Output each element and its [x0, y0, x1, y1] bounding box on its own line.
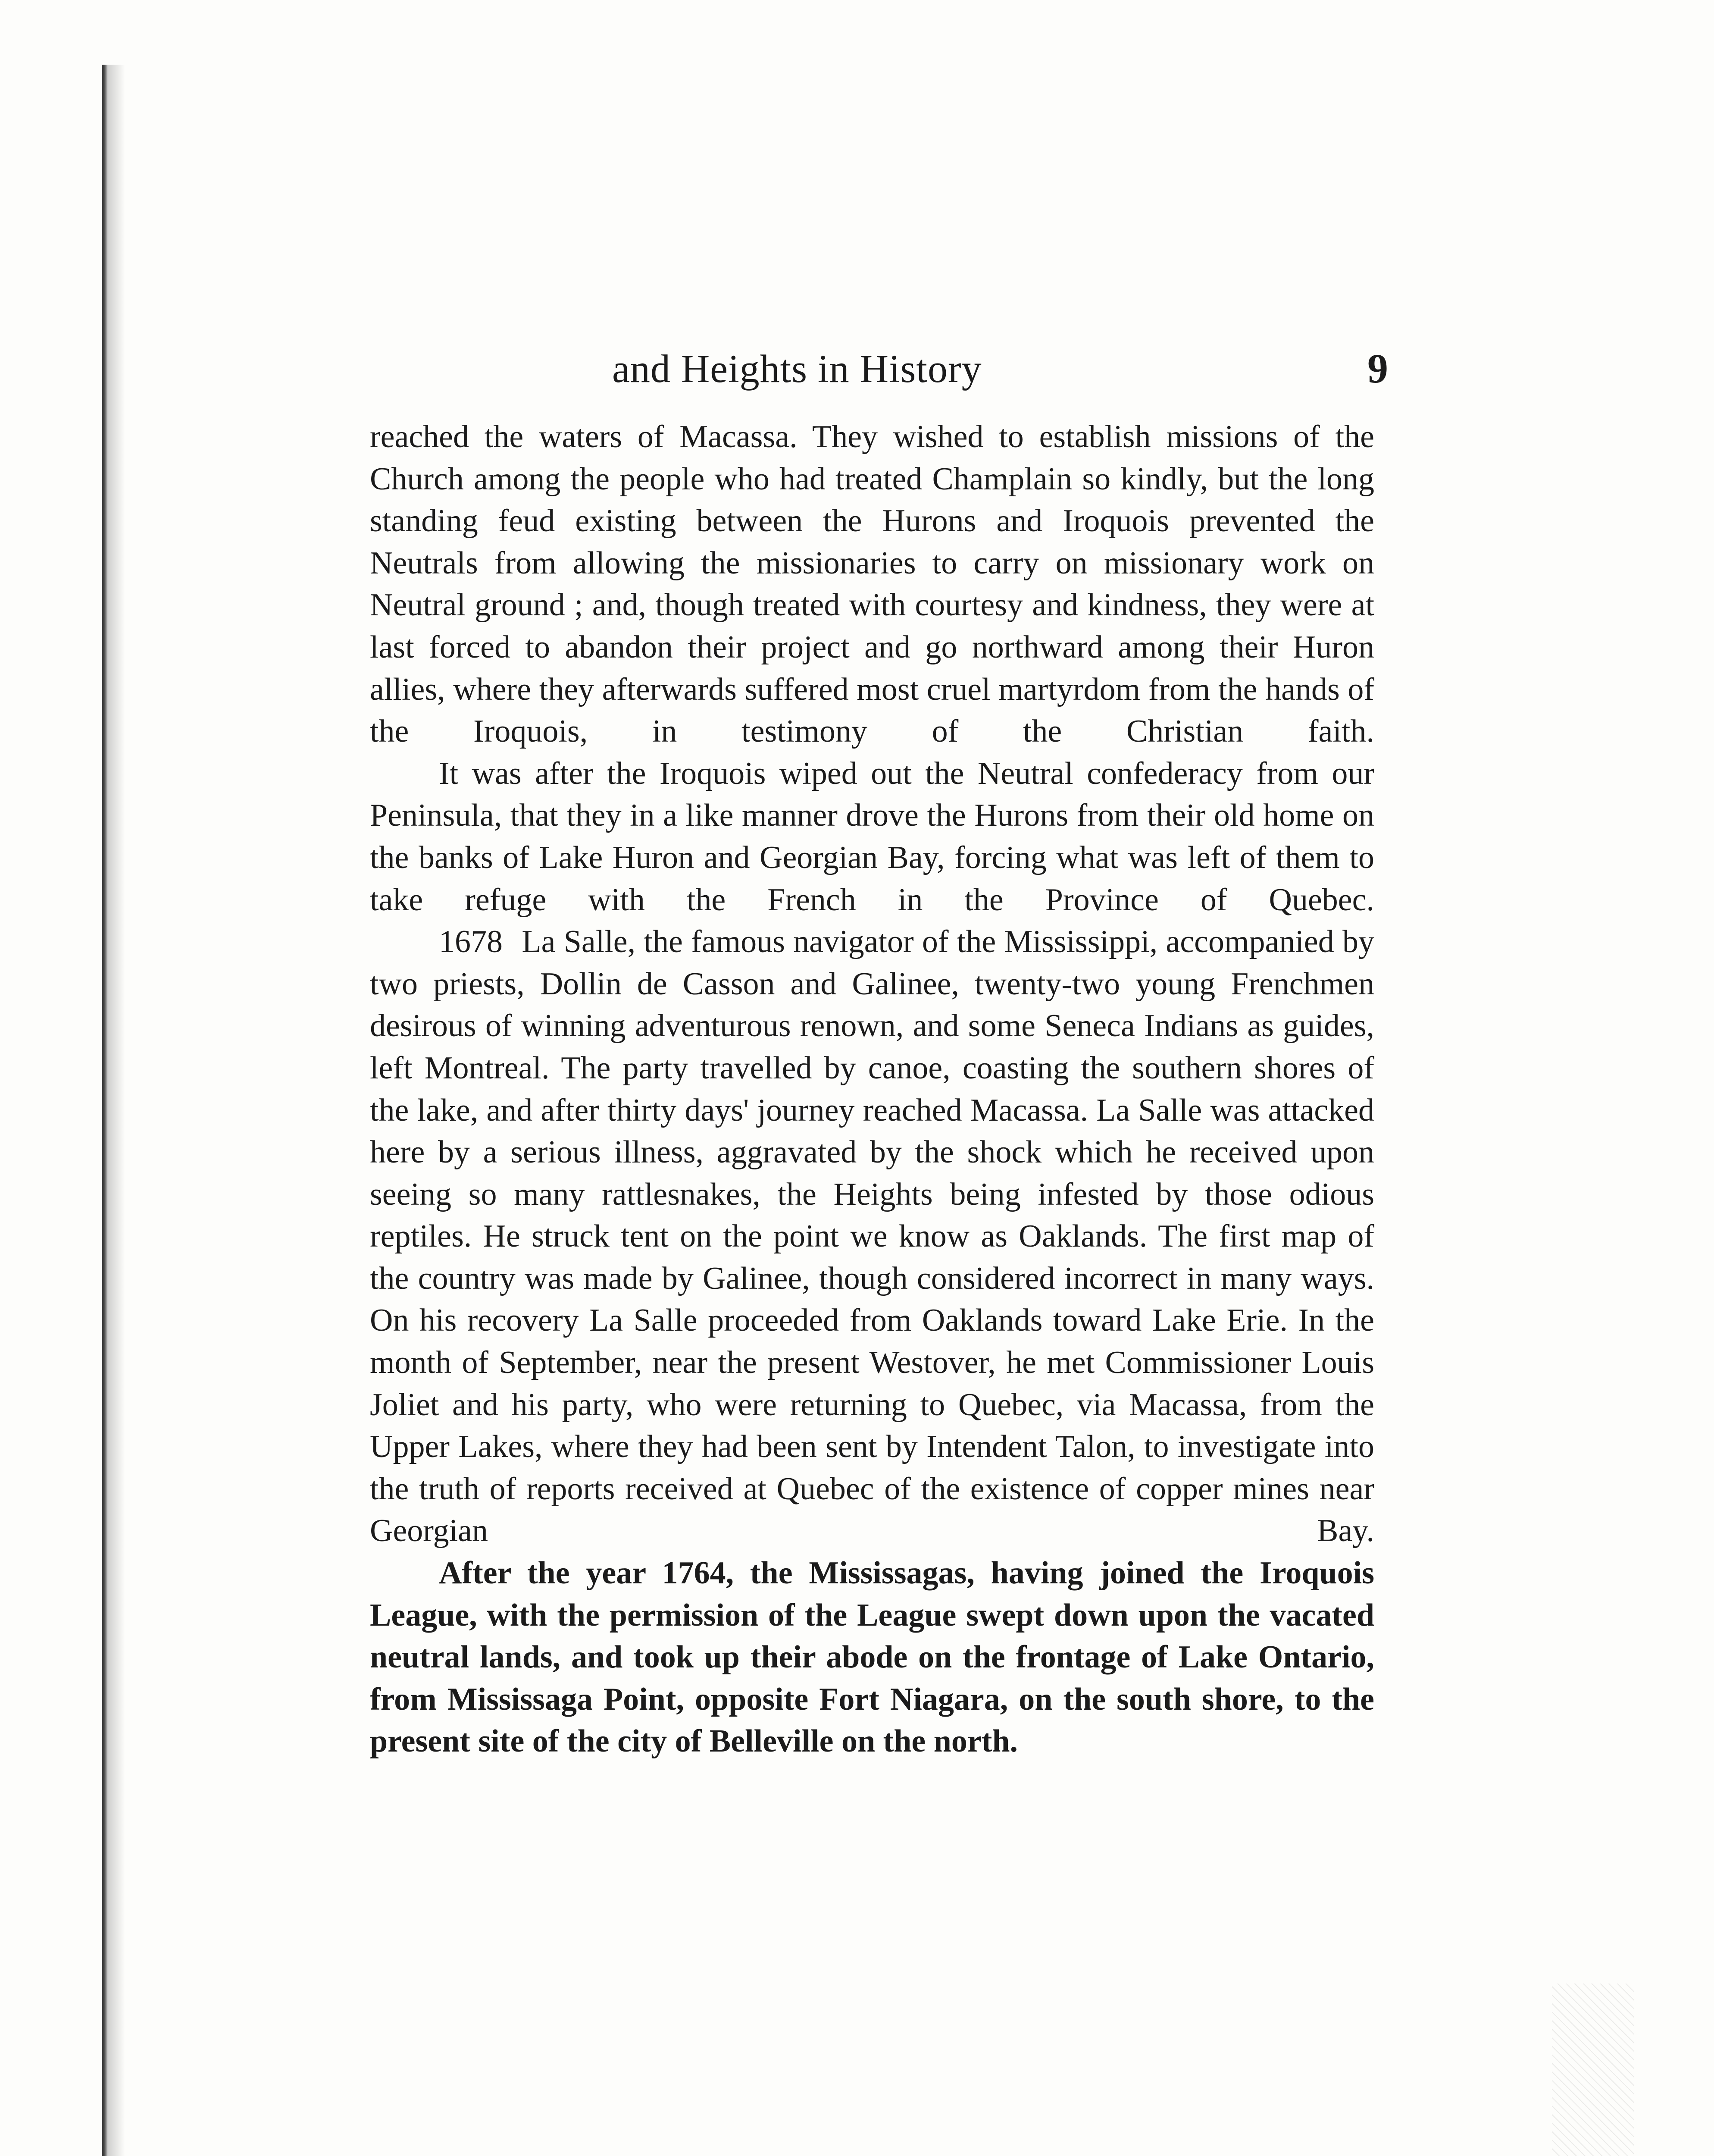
scan-noise-right — [1552, 1984, 1634, 2156]
page-number: 9 — [1367, 345, 1388, 392]
paragraph-1: reached the waters of Macassa. They wished to establish missions of the Church among the people who had treated Champlain so kindly, but the long standing feud existing between the Hurons and Iroquois prevented the Neutrals from allowing the missionaries to carry on missionary work on Neutral ground ; and, though treated with courtesy and kindness, they were at last forced to abandon their project and go northward among their Huron allies, where they afterwards suffered most cruel martyrdom from the hands of the Iroquois, in testimony of the Christian faith. — [370, 419, 1374, 749]
paragraph-3 — [370, 921, 1374, 1552]
body-text — [370, 416, 1374, 1763]
page-binding-edge — [102, 65, 108, 2156]
running-head: and Heights in History — [612, 347, 982, 391]
paragraph-3-year: 1678 — [439, 924, 503, 960]
binding-shadow — [108, 65, 125, 2156]
paragraph-2: It was after the Iroquois wiped out the Neutral confederacy from our Peninsula, that they in a like manner drove the Hurons from their old home on the banks of Lake Huron and Georgian Bay, forcing what was left of them to take refuge with the French in the Province of Quebec. — [370, 755, 1374, 918]
paragraph-3-text: La Salle, the famous navigator of the Mississippi, accompanied by two priests, Dollin de Casson and Galinee, twenty-two young Frenchmen desirous of winning adventurous renown, and some Seneca Indians as guides, left Montreal. The party travelled by canoe, coasting the southern shores of the lake, and after thirty days' journey reached Macassa. La Salle was attacked here by a serious illness, aggravated by the shock which he received upon seeing so many rattlesnakes, the Heights being infested by those odious reptiles. He struck tent on the point we know as Oaklands. The first map of the country was made by Galinee, though considered incorrect in many ways. On his recovery La Salle proceeded from Oaklands toward Lake Erie. In the month of September, near the present Westover, he met Commissioner Louis Joliet and his party, who were returning to Quebec, via Macassa, from the Upper Lakes, where they had been sent by Intendent Talon, to investigate into the truth of reports received at Quebec of the existence of copper mines near Georgian Bay. — [370, 924, 1374, 1549]
page-header — [371, 341, 1388, 397]
paragraph-4: After the year 1764, the Mississagas, having joined the Iroquois League, with the permission of the League swept down upon the vacated neutral lands, and took up their abode on the frontage of Lake Ontario, from Mississaga Point, opposite Fort Niagara, on the south shore, to the present site of the city of Belleville on the north. — [370, 1555, 1374, 1759]
